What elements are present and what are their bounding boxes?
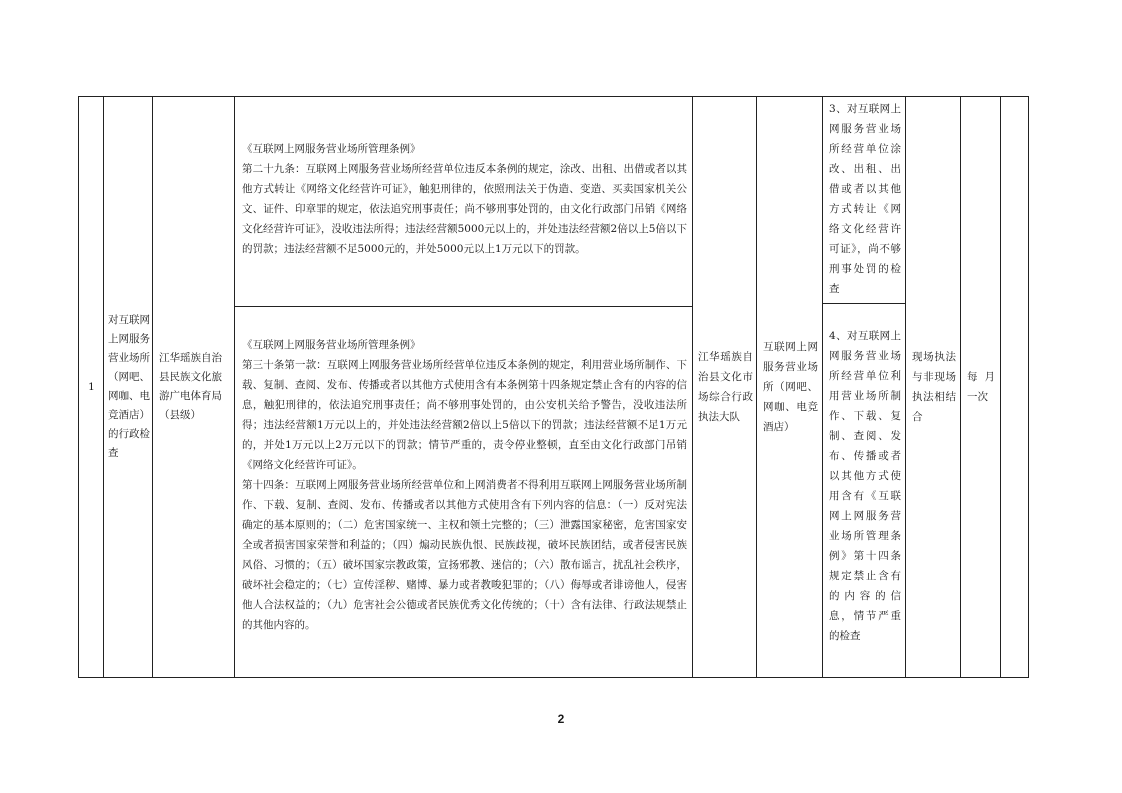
inspection-object: 互联网上网服务营业场所（网吧、网咖、电竞酒店） [763, 341, 818, 433]
page-number: 2 [557, 712, 565, 726]
enforcement-body-cell [698, 97, 753, 677]
method-cell [912, 97, 956, 677]
implementing-body: 江华瑶族自治县民族文化旅游广电体育局（县级） [159, 352, 222, 421]
frequency-cell [967, 97, 995, 677]
inspection-item-1: 3、对互联网上网服务营业场所经营单位涂改、出租、出借或者以其他方式转让《网络文化经营许可证》，尚不够刑事处罚的检查 [829, 103, 901, 295]
basis-2-text-1: 第三十条第一款：互联网上网服务营业场所经营单位违反本条例的规定，利用营业场所制作、下载、复制、查阅、发布、传播或者以其他方式使用含有本条例第十四条规定禁止含有的内容的信息，触犯刑律的，依法追究刑事责任；尚不够刑事处罚的，由公安机关给予警告，没收违法所得；违法经营额1万元以上的，并处违法经营额2倍以上5倍以下的罚款；违法经营额不足1万元的，并处1万元以上2万元以下的罚款；情节严重的，责令停业整顿，直至由文化行政部门吊销《网络文化经营许可证》。 [242, 359, 687, 471]
basis-1-cell [242, 139, 687, 259]
basis-2-cell [242, 335, 687, 635]
item-name: 对互联网上网服务营业场所（网吧、网咖、电竞酒店）的行政检查 [108, 314, 150, 459]
row-index: 1 [88, 381, 95, 393]
basis-1-title: 《互联网上网服务营业场所管理条例》 [242, 143, 421, 155]
item-divider [823, 303, 906, 304]
implementing-body-cell [159, 97, 231, 677]
inspection-item-2: 4、对互联网上网服务营业场所经营单位利用营业场所制作、下载、复制、查阅、发布、传播或者以其他方式使用含有《互联网上网服务营业场所管理条例》第十四条规定禁止含有的内容的信息，情节严重的检查 [829, 330, 901, 642]
basis-2-text-2: 第十四条：互联网上网服务营业场所经营单位和上网消费者不得利用互联网上网服务营业场所制作、下载、复制、查阅、发布、传播或者以其他方式使用含有下列内容的信息：（一）反对宪法确定的基本原则的；（二）危害国家统一、主权和领土完整的；（三）泄露国家秘密，危害国家安全或者损害国家荣誉和利益的；（四）煽动民族仇恨、民族歧视，破坏民族团结，或者侵害民族风俗、习惯的；（五）破坏国家宗教政策，宣扬邪教、迷信的；（六）散布谣言，扰乱社会秩序，破坏社会稳定的；（七）宣传淫秽、赌博、暴力或者教唆犯罪的；（八）侮辱或者诽谤他人，侵害他人合法权益的；（九）危害社会公德或者民族优秀文化传统的；（十）含有法律、行政法规禁止的其他内容的。 [242, 479, 687, 631]
frequency: 每月一次 [967, 371, 995, 403]
basis-1-text: 第二十九条：互联网上网服务营业场所经营单位违反本条例的规定，涂改、出租、出借或者以其他方式转让《网络文化经营许可证》，触犯刑律的，依照刑法关于伪造、变造、买卖国家机关公文、证件、印章罪的规定，依法追究刑事责任；尚不够刑事处罚的，由文化行政部门吊销《网络文化经营许可证》，没收违法所得；违法经营额5000元以上的，并处违法经营额2倍以上5倍以下的罚款；违法经营额不足5000元的，并处5000元以上1万元以下的罚款。 [242, 163, 687, 255]
row-index-cell [79, 97, 104, 677]
inspection-object-cell [763, 97, 818, 677]
enforcement-body: 江华瑶族自治县文化市场综合行政执法大队 [698, 351, 753, 423]
inspection-item-2-cell [829, 326, 901, 646]
basis-2-title: 《互联网上网服务营业场所管理条例》 [242, 339, 421, 351]
method: 现场执法与非现场执法相结合 [912, 351, 956, 423]
inspection-table [78, 96, 1029, 678]
inspection-item-1-cell [829, 99, 901, 299]
remark-cell [1005, 97, 1025, 677]
basis-divider [235, 306, 693, 307]
item-name-cell [108, 97, 150, 677]
